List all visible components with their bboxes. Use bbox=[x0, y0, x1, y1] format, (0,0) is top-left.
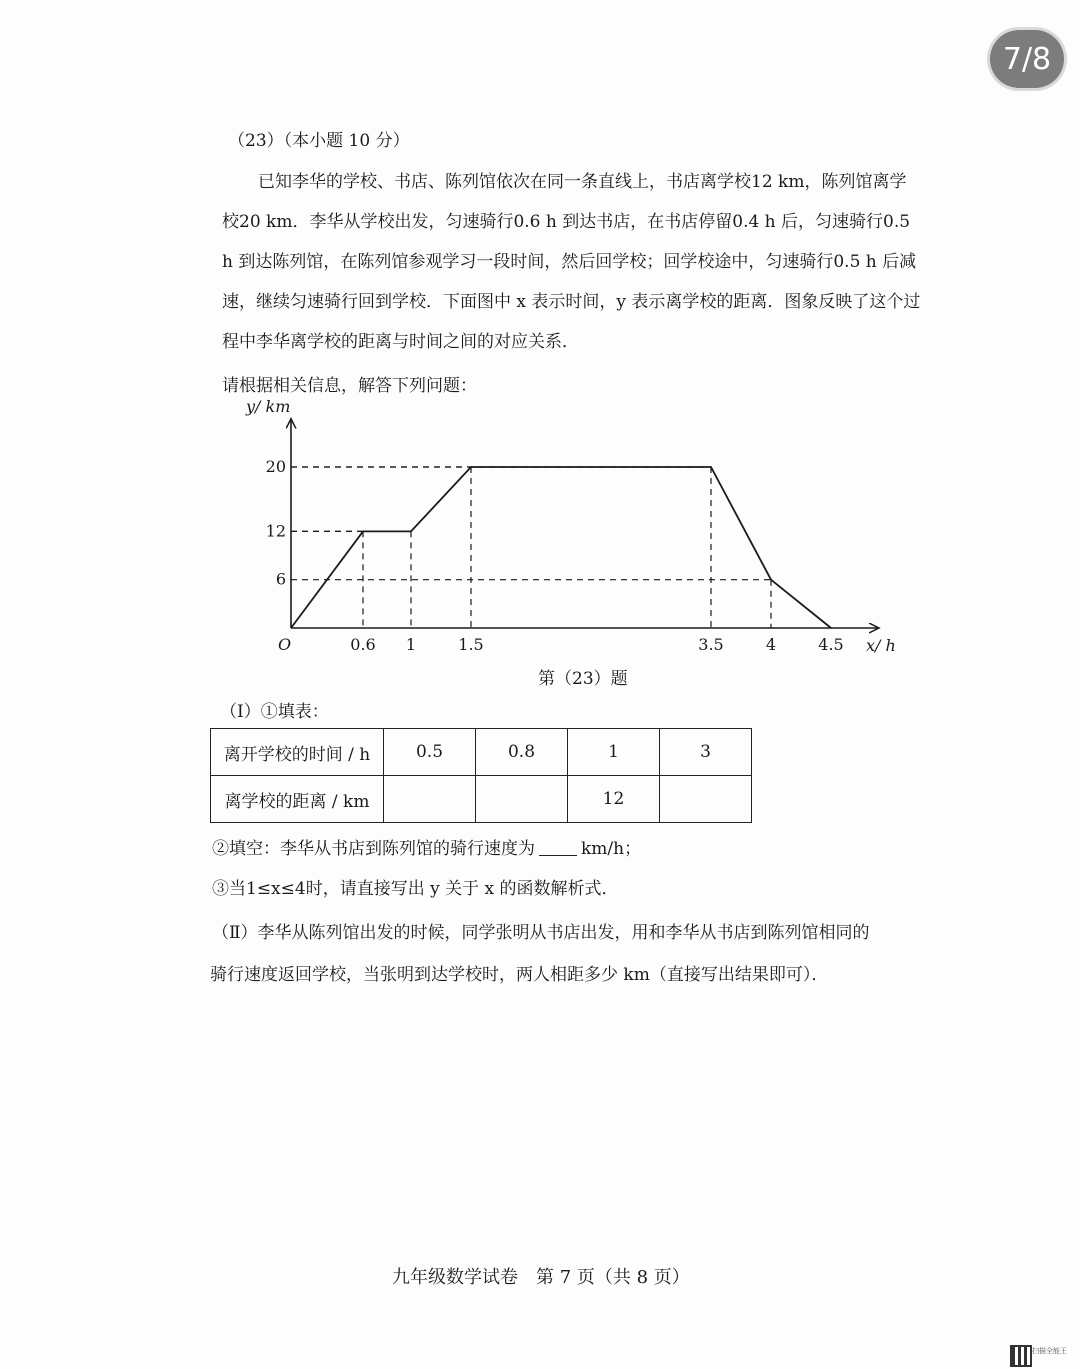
page-footer: 九年级数学试卷 第 7 页（共 8 页） bbox=[392, 1267, 690, 1288]
tick-labels bbox=[266, 457, 844, 654]
table-row bbox=[211, 776, 752, 823]
answer-blank[interactable] bbox=[539, 839, 577, 856]
x-tick-label: 1 bbox=[405, 635, 417, 654]
part2-line2: 骑行速度返回学校，当张明到达学校时，两人相距多少 km（直接写出结果即可）． bbox=[210, 965, 829, 985]
table-cell: 1 bbox=[568, 729, 660, 776]
watermark-text: 扫描全能王 bbox=[1032, 1347, 1067, 1355]
y-axis-label: y/ km bbox=[246, 397, 291, 416]
series-line bbox=[291, 467, 831, 628]
question-3: ③当1≤x≤4时，请直接写出 y 关于 x 的函数解析式． bbox=[212, 879, 619, 899]
y-tick-label: 20 bbox=[265, 457, 286, 476]
table-cell: 0.5 bbox=[384, 729, 476, 776]
question-2 bbox=[212, 834, 641, 859]
dashed-guides bbox=[291, 467, 771, 628]
table-cell: 3 bbox=[660, 729, 752, 776]
table-cell-blank[interactable] bbox=[660, 776, 752, 823]
table-cell-blank[interactable] bbox=[384, 776, 476, 823]
table-cell-blank[interactable] bbox=[476, 776, 568, 823]
q2-prefix: ②填空：李华从书店到陈列馆的骑行速度为 bbox=[212, 839, 535, 859]
instruction-text: 请根据相关信息，解答下列问题： bbox=[222, 376, 477, 396]
question-heading: （23）（本小题 10 分） bbox=[228, 131, 410, 151]
part1-label: （Ⅰ）①填表： bbox=[220, 702, 329, 722]
origin-label: O bbox=[278, 635, 292, 654]
y-tick-label: 6 bbox=[275, 569, 286, 589]
qr-code-icon bbox=[1010, 1345, 1032, 1367]
table-row bbox=[211, 729, 752, 776]
table-cell: 12 bbox=[568, 776, 660, 823]
x-tick-label: 3.5 bbox=[698, 635, 724, 654]
x-axis-label: x/ h bbox=[866, 636, 896, 655]
part2-line1: （Ⅱ）李华从陈列馆出发的时候，同学张明从书店出发，用和李华从书店到陈列馆相同的 bbox=[212, 923, 870, 943]
x-tick-label: 0.6 bbox=[350, 635, 376, 654]
page-indicator-badge: 7/8 bbox=[990, 30, 1064, 88]
y-tick-label: 12 bbox=[265, 521, 286, 541]
figure-caption: 第（23）题 bbox=[538, 669, 628, 689]
table-cell: 离开学校的时间 / h bbox=[211, 729, 384, 776]
x-tick-label: 4.5 bbox=[818, 635, 844, 654]
q2-suffix: km/h； bbox=[581, 839, 642, 859]
x-tick-label: 4 bbox=[765, 635, 777, 654]
table-cell: 0.8 bbox=[476, 729, 568, 776]
paragraph-text: 已知李华的学校、书店、陈列馆依次在同一条直线上，书店离学校12 km，陈列馆离学校20 km．李华从学校出发，匀速骑行0.6 h 到达书店，在书店停留0.4 h 后，匀速骑行0.5 h 到达陈列馆，在陈列馆参观学习一段时间，然后回学校；回学校途中，匀速骑行0.5 h 后减速，继续匀速骑行回到学校．下面图中 x 表示时间，y 表示离学校的距离．图象反映了这个过程中李华离学校的距离与时间之间的对应关系． bbox=[222, 172, 921, 352]
x-tick-label: 1.5 bbox=[458, 635, 484, 654]
fill-in-table bbox=[210, 728, 752, 823]
table-cell: 离学校的距离 / km bbox=[211, 776, 384, 823]
